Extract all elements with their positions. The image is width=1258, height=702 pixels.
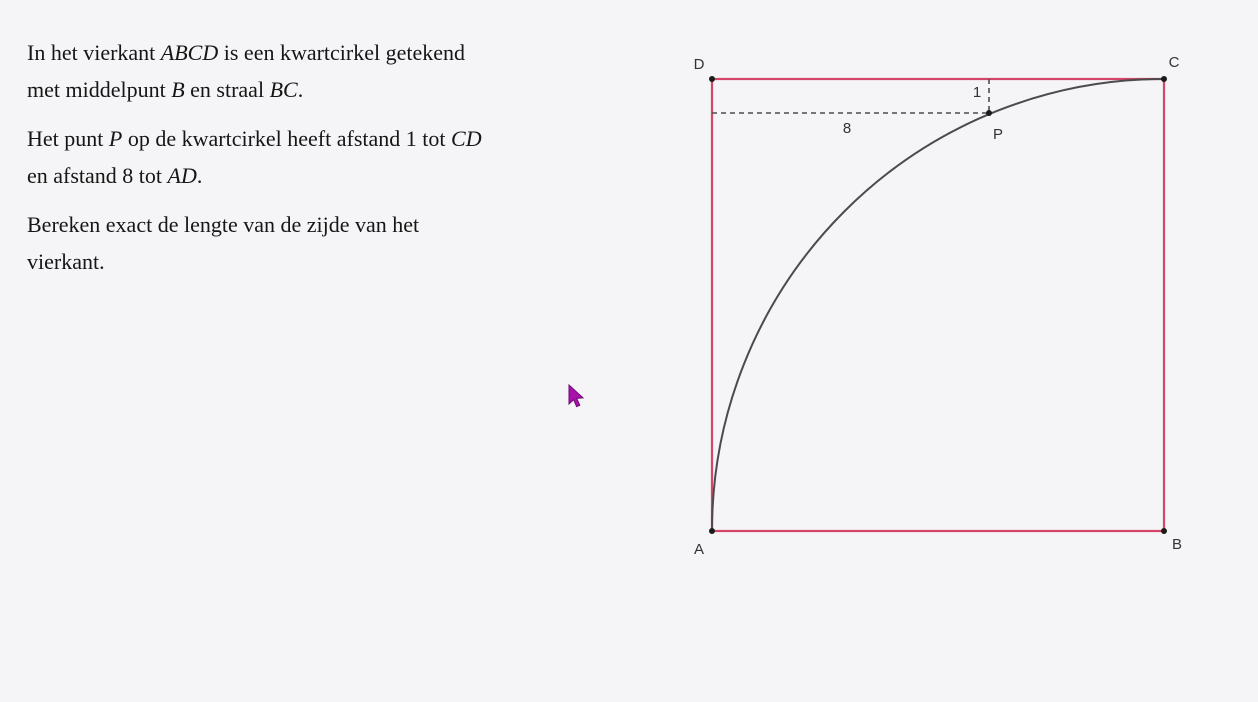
vertex-label-b: B xyxy=(1171,536,1183,553)
vertex-dot-c xyxy=(1161,76,1167,82)
text-segment: . xyxy=(196,163,203,188)
text-segment: op de kwartcirkel heeft afstand 1 tot xyxy=(122,126,452,151)
text-segment: . xyxy=(297,77,304,102)
vertex-dot-d xyxy=(709,76,715,82)
vertex-dot-b xyxy=(1161,528,1167,534)
math-variable: BC xyxy=(269,77,298,102)
vertex-label-c: C xyxy=(1168,54,1180,71)
vertex-dot-a xyxy=(709,528,715,534)
text-segment: met middelpunt xyxy=(27,77,172,102)
text-segment: en afstand 8 tot xyxy=(27,163,168,188)
text-segment: Bereken exact de lengte van de zijde van het xyxy=(27,212,420,237)
vertex-label-d: D xyxy=(693,56,705,73)
text-segment: Het punt xyxy=(27,126,109,151)
point-dot-p xyxy=(986,110,992,116)
square-abcd-outline xyxy=(712,79,1164,531)
point-label-p: P xyxy=(992,126,1004,143)
distance-label-1: 1 xyxy=(972,84,982,101)
distance-label-8: 8 xyxy=(842,120,852,137)
math-variable: P xyxy=(108,126,123,151)
math-variable: ABCD xyxy=(160,40,219,65)
text-segment: en straal xyxy=(184,77,270,102)
math-variable: CD xyxy=(451,126,482,151)
text-segment: vierkant. xyxy=(27,249,105,274)
text-segment: In het vierkant xyxy=(27,40,161,65)
math-variable: AD xyxy=(167,163,197,188)
mouse-cursor-icon xyxy=(566,383,588,411)
quarter-circle-arc xyxy=(712,79,1164,531)
cursor-arrow-shape xyxy=(569,385,583,407)
math-variable: B xyxy=(171,77,185,102)
text-segment: is een kwartcirkel getekend xyxy=(218,40,466,65)
vertex-label-a: A xyxy=(693,541,705,558)
